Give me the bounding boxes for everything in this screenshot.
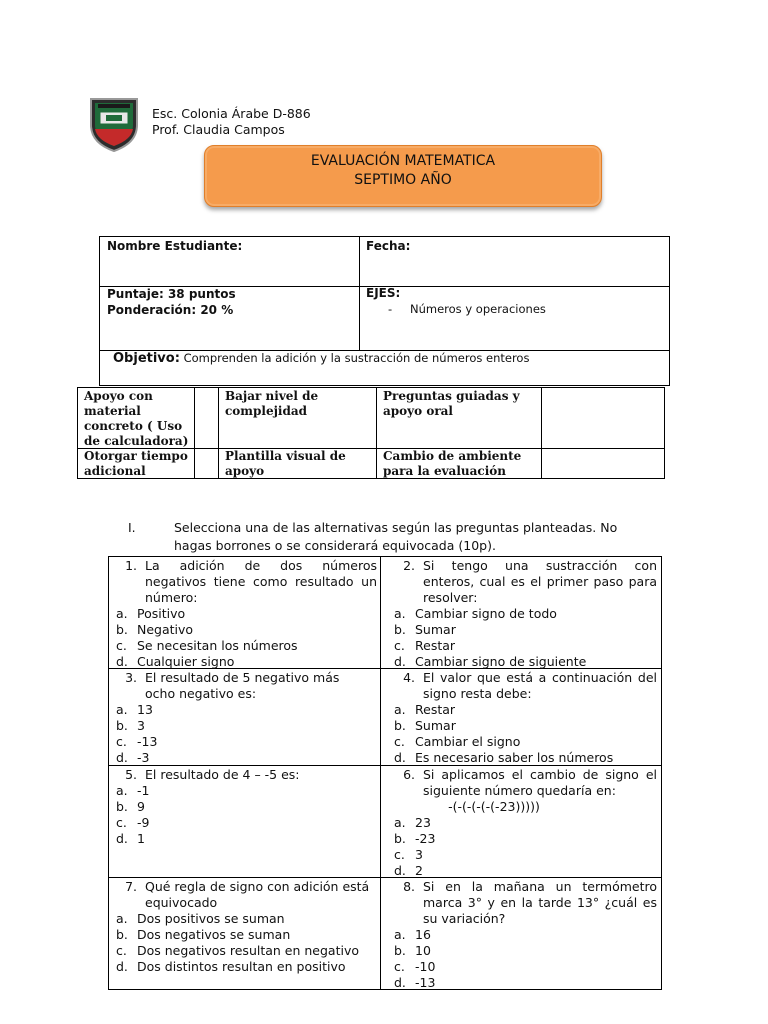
option-letter: c.: [116, 943, 127, 958]
expression: -(-(-(-(-(-23))))): [448, 799, 540, 814]
option-d[interactable]: [113, 959, 377, 975]
score-text: Puntaje: 38 puntos: [107, 287, 236, 301]
question-1: [113, 558, 377, 670]
option-b[interactable]: [113, 799, 377, 815]
option-text: Positivo: [137, 606, 186, 621]
column-divider: [376, 388, 377, 479]
axes-item-text: Números y operaciones: [410, 302, 546, 316]
question-stem: Si aplicamos el cambio de signo el siguiente número quedaría en:: [423, 767, 657, 798]
objective-label: Objetivo:: [113, 351, 180, 366]
option-letter: b.: [394, 831, 406, 846]
option-text: Cualquier signo: [137, 654, 235, 669]
question-5: [113, 767, 377, 847]
option-letter: d.: [394, 750, 406, 765]
question-number: 1.: [125, 558, 137, 573]
option-text: Dos negativos resultan en negativo: [137, 943, 360, 958]
option-letter: c.: [116, 638, 127, 653]
teacher-name: Prof. Claudia Campos: [152, 122, 285, 137]
section-instructions: [128, 519, 668, 555]
option-letter: b.: [116, 718, 128, 733]
exam-title: EVALUACIÓN MATEMATICA: [310, 153, 496, 169]
option-letter: a.: [116, 606, 128, 621]
option-text: 9: [137, 799, 145, 814]
question-number: 2.: [403, 558, 415, 573]
option-c[interactable]: [113, 734, 341, 750]
question-4: [391, 670, 657, 766]
option-text: -9: [137, 815, 150, 830]
question-number: 8.: [403, 879, 415, 894]
option-text: 1: [137, 831, 145, 846]
question-3: [113, 670, 341, 766]
option-b[interactable]: [391, 831, 657, 847]
option-text: -23: [415, 831, 436, 846]
option-text: Restar: [415, 702, 456, 717]
option-d[interactable]: [113, 654, 377, 670]
option-text: Dos positivos se suman: [137, 911, 285, 926]
option-letter: d.: [116, 750, 128, 765]
option-letter: a.: [394, 702, 406, 717]
option-letter: d.: [116, 831, 128, 846]
exam-title-box: [204, 145, 602, 207]
question-number: 3.: [125, 670, 137, 685]
option-text: Cambiar signo de todo: [415, 606, 557, 621]
option-text: Dos negativos se suman: [137, 927, 291, 942]
option-letter: a.: [394, 927, 406, 942]
question-stem: Si tengo una sustracción con enteros, cual es el primer paso para resolver:: [423, 558, 657, 605]
option-b[interactable]: [391, 943, 657, 959]
question-stem: Qué regla de signo con adición está equivocado: [145, 879, 370, 910]
objective-text: Comprenden la adición y la sustracción de números enteros: [183, 351, 530, 365]
option-d[interactable]: [391, 975, 657, 991]
option-c[interactable]: [391, 638, 657, 654]
question-grid: [108, 556, 662, 990]
option-text: 13: [137, 702, 153, 717]
option-text: 23: [415, 815, 431, 830]
support-visual-template: Plantilla visual de apoyo: [225, 449, 346, 478]
option-text: -13: [415, 975, 436, 990]
option-text: -3: [137, 750, 150, 765]
option-letter: d.: [394, 654, 406, 669]
option-c[interactable]: [113, 943, 377, 959]
objective: [113, 350, 529, 367]
option-a[interactable]: [113, 702, 341, 718]
option-a[interactable]: [113, 606, 377, 622]
question-7: [113, 879, 377, 975]
option-text: -1: [137, 783, 150, 798]
option-letter: c.: [394, 959, 405, 974]
student-name-label: Nombre Estudiante:: [107, 239, 243, 253]
option-letter: d.: [394, 863, 406, 878]
option-letter: b.: [394, 622, 406, 637]
support-lower-complexity: Bajar nivel de complejidad: [225, 389, 319, 418]
axes-label: EJES:: [366, 286, 401, 300]
question-number: 7.: [125, 879, 137, 894]
option-text: 10: [415, 943, 431, 958]
option-b[interactable]: [391, 718, 657, 734]
option-letter: d.: [116, 654, 128, 669]
option-c[interactable]: [113, 815, 377, 831]
option-text: Sumar: [415, 622, 456, 637]
option-a[interactable]: [391, 702, 657, 718]
option-text: Restar: [415, 638, 456, 653]
option-letter: b.: [116, 622, 128, 637]
option-a[interactable]: [391, 927, 657, 943]
option-letter: c.: [394, 638, 405, 653]
question-2: [391, 558, 657, 670]
option-text: 3: [137, 718, 145, 733]
option-text: -13: [137, 734, 158, 749]
option-c[interactable]: [113, 638, 377, 654]
support-calculator: Apoyo con material concreto ( Uso de calculadora): [84, 389, 189, 448]
option-b[interactable]: [113, 622, 377, 638]
support-extra-time: Otorgar tiempo adicional: [84, 449, 188, 478]
option-a[interactable]: [113, 783, 377, 799]
exam-grade: SEPTIMO AÑO: [354, 172, 452, 188]
column-divider: [218, 388, 219, 479]
school-header: [152, 106, 311, 138]
question-8: [391, 879, 657, 991]
question-stem: El valor que está a continuación del signo resta debe:: [423, 670, 657, 701]
option-text: Se necesitan los números: [137, 638, 298, 653]
option-letter: d.: [116, 959, 128, 974]
option-letter: c.: [116, 734, 127, 749]
column-divider: [541, 388, 542, 479]
option-letter: d.: [394, 975, 406, 990]
school-shield-icon: [88, 95, 140, 153]
school-name: Esc. Colonia Árabe D-886: [152, 106, 311, 121]
option-a[interactable]: [113, 911, 377, 927]
option-letter: a.: [116, 783, 128, 798]
student-info-table: [99, 236, 670, 386]
column-divider: [359, 237, 360, 350]
column-divider: [194, 388, 195, 479]
option-text: Cambiar signo de siguiente: [415, 654, 587, 669]
option-a[interactable]: [391, 815, 657, 831]
option-text: 3: [415, 847, 423, 862]
option-letter: b.: [394, 943, 406, 958]
option-letter: c.: [116, 815, 127, 830]
option-text: -10: [415, 959, 436, 974]
instructions-text: Selecciona una de las alternativas según las preguntas planteadas. No hagas borrones o se considerará equivocada (10p).: [174, 520, 618, 553]
option-letter: a.: [116, 702, 128, 717]
score-block: [107, 286, 236, 318]
bullet: -: [388, 302, 393, 316]
column-divider: [380, 557, 381, 989]
option-b[interactable]: [113, 927, 377, 943]
weight-text: Ponderación: 20 %: [107, 303, 234, 317]
option-letter: b.: [116, 799, 128, 814]
question-stem: El resultado de 5 negativo más ocho negativo es:: [145, 670, 340, 701]
option-letter: c.: [394, 734, 405, 749]
option-letter: b.: [116, 927, 128, 942]
option-letter: a.: [394, 606, 406, 621]
option-c[interactable]: [391, 959, 657, 975]
option-d[interactable]: [391, 750, 657, 766]
section-numeral: I.: [128, 520, 136, 535]
option-text: Dos distintos resultan en positivo: [137, 959, 346, 974]
option-b[interactable]: [391, 622, 657, 638]
option-d[interactable]: [391, 863, 657, 879]
axes-item: [388, 302, 546, 316]
question-number: 6.: [403, 767, 415, 782]
support-table: [77, 387, 665, 479]
question-6: [391, 767, 657, 879]
option-d[interactable]: [113, 831, 377, 847]
option-text: Negativo: [137, 622, 194, 637]
option-text: 2: [415, 863, 423, 878]
option-b[interactable]: [113, 718, 341, 734]
option-d[interactable]: [113, 750, 341, 766]
option-a[interactable]: [391, 606, 657, 622]
question-stem: Si en la mañana un termómetro marca 3° y en la tarde 13° ¿cuál es su variación?: [423, 879, 657, 926]
option-letter: a.: [394, 815, 406, 830]
option-d[interactable]: [391, 654, 657, 670]
question-stem: La adición de dos números negativos tiene como resultado un número:: [145, 558, 377, 605]
option-letter: a.: [116, 911, 128, 926]
option-text: Cambiar el signo: [415, 734, 521, 749]
support-change-environment: Cambio de ambiente para la evaluación: [383, 449, 522, 478]
option-letter: b.: [394, 718, 406, 733]
option-text: Sumar: [415, 718, 456, 733]
support-guided-questions: Preguntas guiadas y apoyo oral: [383, 389, 520, 418]
option-text: Es necesario saber los números: [415, 750, 614, 765]
option-letter: c.: [394, 847, 405, 862]
question-stem: El resultado de 4 – -5 es:: [145, 767, 300, 782]
option-c[interactable]: [391, 734, 657, 750]
option-text: 16: [415, 927, 431, 942]
question-number: 5.: [125, 767, 137, 782]
question-number: 4.: [403, 670, 415, 685]
option-c[interactable]: [391, 847, 657, 863]
date-label: Fecha:: [366, 239, 411, 253]
